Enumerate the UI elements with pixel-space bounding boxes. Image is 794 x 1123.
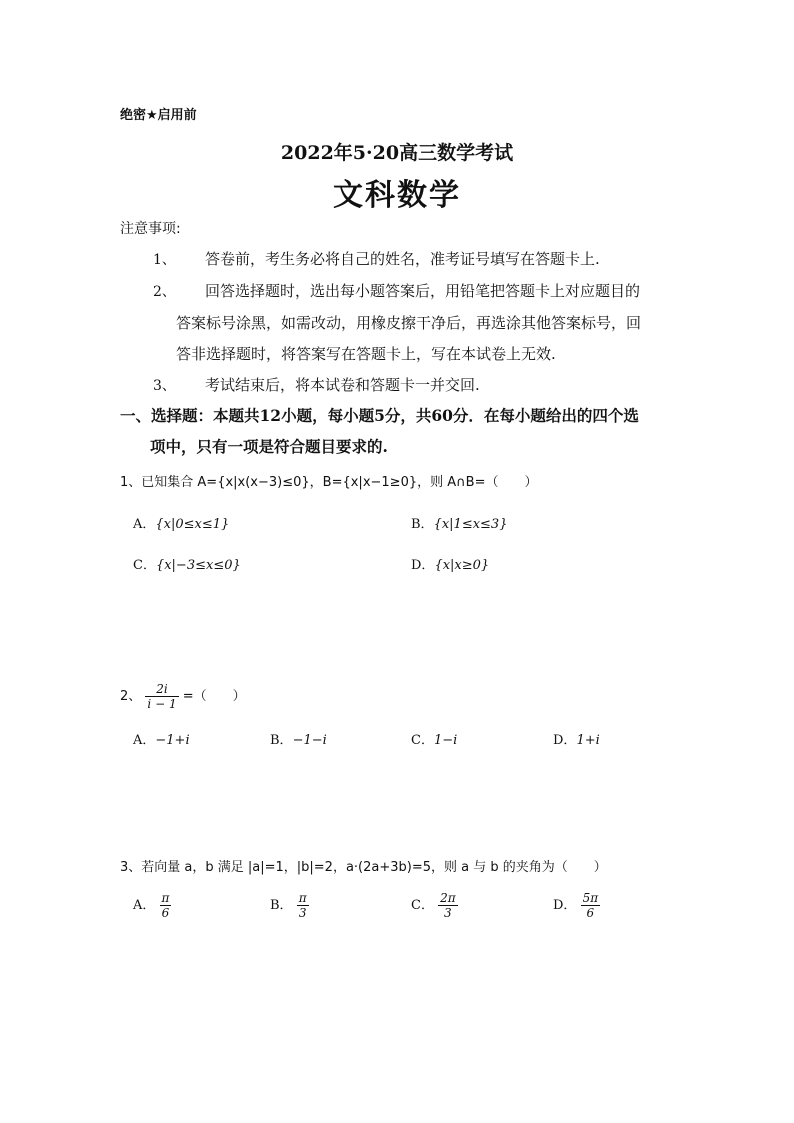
option-label: B．	[411, 517, 434, 532]
question-number: 2、	[120, 689, 142, 704]
note-line: 考试结束后，将本试卷和答题卡一并交回.	[205, 376, 480, 394]
subject-title: 文科数学	[333, 178, 461, 213]
note-line: 答非选择题时，将答案写在答题卡上，写在本试卷上无效.	[176, 345, 556, 363]
option-text: {x|1≤x≤3}	[433, 517, 508, 532]
fraction-numerator: 2i	[145, 682, 178, 697]
note-number: 3、	[153, 378, 176, 394]
fraction-numerator: π	[298, 891, 307, 905]
option-c	[411, 891, 458, 920]
option-b	[270, 729, 327, 748]
section-heading: 一、选择题：本题共12小题，每小题5分，共60分．在每小题给出的四个选	[120, 406, 639, 425]
option-label: D．	[553, 733, 577, 748]
fraction	[581, 891, 601, 920]
question-stem: 3、若向量 a，b 满足 |a|=1，|b|=2，a·(2a+3b)=5，则 a 与 b 的夹角为（ ）	[120, 860, 607, 875]
fraction	[145, 682, 178, 711]
option-label: A．	[133, 517, 156, 532]
exam-title: 2022年5·20高三数学考试	[280, 142, 514, 164]
note-line: 答卷前，考生务必将自己的姓名，准考证号填写在答题卡上.	[205, 250, 600, 268]
fraction	[160, 891, 172, 920]
option-d	[553, 729, 600, 748]
fraction	[297, 891, 309, 920]
confidential-label: 绝密★启用前	[120, 108, 197, 123]
note-line: 回答选择题时，选出每小题答案后，用铅笔把答题卡上对应题目的	[205, 282, 641, 300]
option-label: A．	[133, 898, 156, 913]
notes-heading: 注意事项:	[120, 221, 181, 237]
option-text: {x|0≤x≤1}	[155, 517, 230, 532]
option-c	[133, 554, 241, 573]
fraction-denominator: 3	[444, 906, 452, 920]
option-label: C．	[133, 558, 156, 573]
option-label: C．	[411, 733, 434, 748]
option-text: −1+i	[155, 733, 190, 748]
option-text: 1+i	[576, 733, 600, 748]
fraction-denominator: 6	[586, 906, 595, 920]
fraction-numerator: π	[161, 891, 170, 905]
fraction-denominator: 6	[161, 906, 170, 920]
option-label: C．	[411, 898, 434, 913]
option-label: B．	[270, 898, 293, 913]
fraction-numerator: 2π	[440, 891, 456, 905]
fraction	[438, 891, 458, 920]
question-stem-tail: =（ ）	[182, 689, 246, 704]
fraction-denominator: 3	[298, 906, 307, 920]
option-a	[133, 891, 171, 920]
fraction-numerator: 5π	[582, 891, 599, 905]
section-heading-cont: 项中，只有一项是符合题目要求的.	[150, 437, 388, 456]
option-c	[411, 729, 457, 748]
option-d	[553, 891, 600, 920]
option-b	[270, 891, 309, 920]
option-label: D．	[411, 558, 435, 573]
option-label: B．	[270, 733, 293, 748]
option-label: D．	[553, 898, 577, 913]
option-d	[411, 554, 489, 573]
note-number: 1、	[153, 252, 176, 268]
option-text: 1−i	[433, 733, 458, 748]
fraction-denominator: i − 1	[147, 697, 177, 711]
option-b	[411, 513, 507, 532]
option-label: A．	[133, 733, 156, 748]
question-stem: 1、已知集合 A={x|x(x−3)≤0}，B={x|x−1≥0}，则 A∩B=（ ）	[120, 475, 538, 490]
option-text: −1−i	[292, 733, 327, 748]
option-text: {x|x≥0}	[434, 558, 490, 573]
option-text: {x|−3≤x≤0}	[155, 558, 241, 573]
note-line: 答案标号涂黑，如需改动，用橡皮擦干净后，再选涂其他答案标号，回	[176, 314, 642, 332]
option-a	[133, 729, 190, 748]
note-number: 2、	[153, 284, 176, 300]
question-stem	[120, 682, 246, 711]
option-a	[133, 513, 229, 532]
